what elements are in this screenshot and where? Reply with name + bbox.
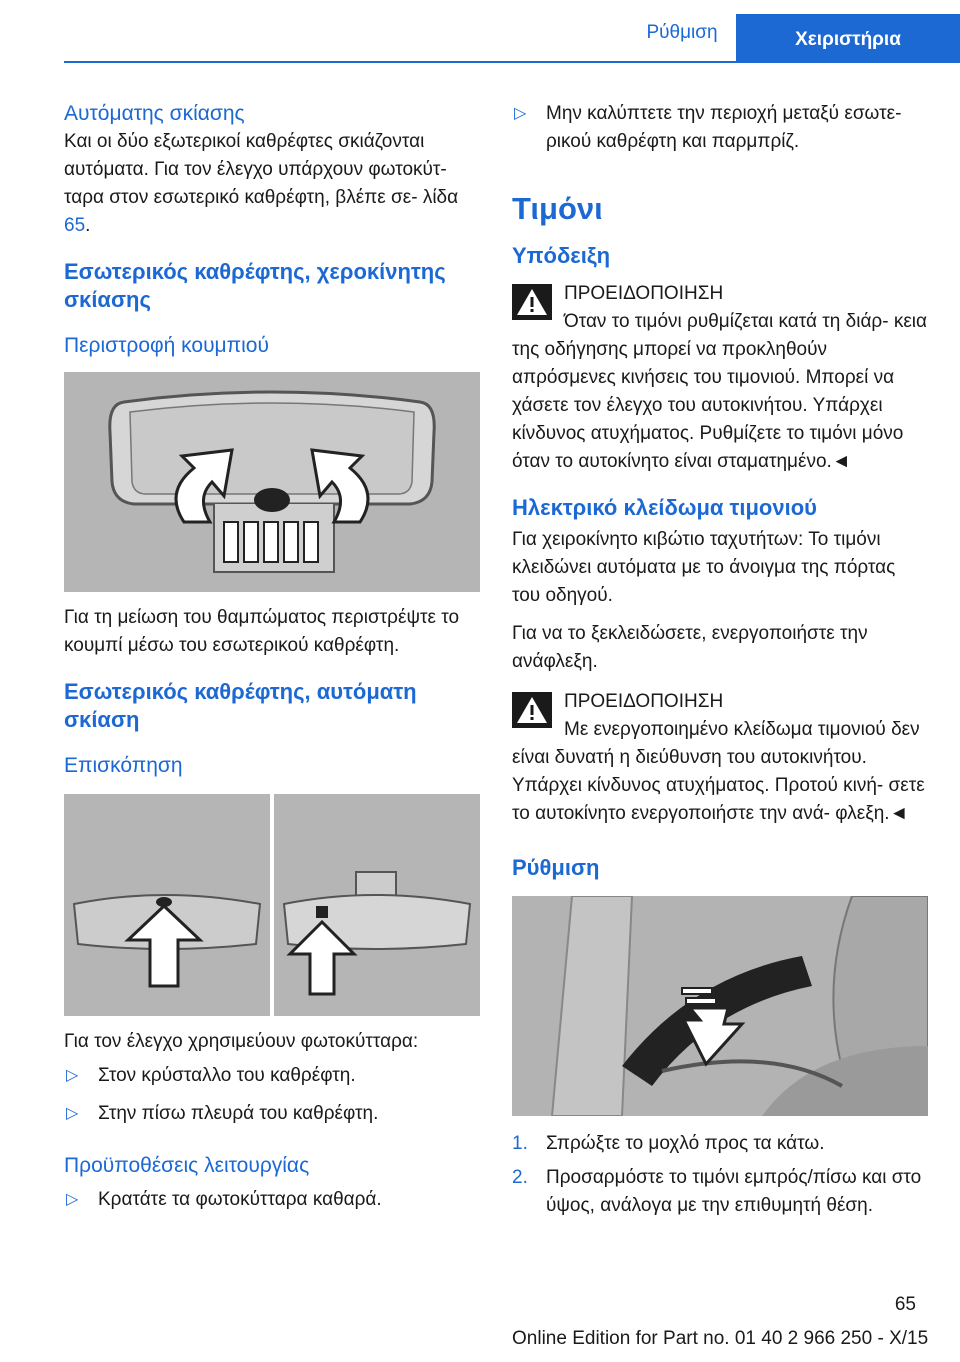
auto-mirror-heading: Εσωτερικός καθρέφτης, αυτόματη σκίαση — [64, 679, 417, 732]
step-1: 1. Σπρώξτε το μοχλό προς τα κάτω. — [512, 1133, 825, 1154]
warning-triangle-icon — [512, 284, 552, 320]
prerequisites-heading: Προϋποθέσεις λειτουργίας — [64, 1154, 310, 1177]
adjustment-heading: Ρύθμιση — [512, 855, 600, 880]
page-reference-link[interactable]: 65 — [64, 215, 86, 236]
header-rule — [64, 61, 960, 63]
warning-steering-lock — [512, 688, 928, 828]
photocell-rear-illustration — [274, 794, 480, 1016]
prerequisite-bullet-clean: ▷ Κρατάτε τα φωτοκύτταρα καθαρά. — [64, 1186, 484, 1214]
edition-text: Online Edition for Part no. 01 40 2 966 250 - X/15 — [512, 1328, 929, 1349]
overview-heading: Επισκόπηση — [64, 754, 183, 777]
mirror-front-drawing — [64, 794, 270, 1016]
note-heading: Υπόδειξη — [512, 243, 611, 268]
photocell-illustrations — [64, 794, 480, 1016]
warning-label: ΠΡΟΕΙΔΟΠΟΙΗΣΗ — [564, 283, 724, 304]
steering-lever-drawing — [512, 896, 928, 1116]
warning-text: Όταν το τιμόνι ρυθμίζεται κατά τη διάρ- κεια της οδήγησης μπορεί να προκληθούν απρόσμενες κινήσεις του τιμονιού. Μπορεί να χάσετε τον έλεγχο του αυτοκινήτου. Υπάρχει κίνδυνος ατυχήματος. Ρυθμίζετε το τιμόνι μόνο όταν το αυτοκίνητο είναι σταματημένο.◄ — [512, 311, 928, 472]
photocell-bullet-glass: ▷ Στον κρύσταλλο του καθρέφτη. — [64, 1062, 484, 1090]
page-number: 65 — [894, 1294, 916, 1315]
steering-lock-text: Για χειροκίνητο κιβώτιο ταχυτήτων: Το τιμόνι κλειδώνει αυτόματα με το άνοιγμα της πόρτας του οδηγού. — [512, 529, 896, 606]
warning-label: ΠΡΟΕΙΔΟΠΟΙΗΣΗ — [564, 691, 724, 712]
unlock-text: Για να το ξεκλειδώσετε, ενεργοποιήστε την ανάφλεξη. — [512, 623, 868, 672]
prerequisite-bullet-cover: ▷ Μην καλύπτετε την περιοχή μεταξύ εσωτε- ρικού καθρέφτη και παρμπρίζ. — [512, 100, 928, 156]
photocell-bullet-rear: ▷ Στην πίσω πλευρά του καθρέφτη. — [64, 1100, 484, 1128]
auto-dimming-text: Και οι δύο εξωτερικοί καθρέφτες σκιάζονται αυτόματα. Για τον έλεγχο υπάρχουν φωτοκύτ- ταρα στον εσωτερικό καθρέφτη, βλέπε σε- λίδα 65. — [64, 131, 459, 236]
bullet-triangle-icon: ▷ — [66, 1105, 79, 1122]
photocells-text: Για τον έλεγχο χρησιμεύουν φωτοκύτταρα: — [64, 1031, 419, 1052]
steering-lock-heading: Ηλεκτρικό κλείδωμα τιμονιού — [512, 495, 817, 520]
mirror-rear-drawing — [274, 794, 480, 1016]
knob-heading: Περιστροφή κουμπιού — [64, 334, 269, 357]
steering-wheel-heading: Τιμόνι — [512, 191, 603, 226]
auto-dimming-heading: Αυτόματης σκίασης — [64, 102, 245, 125]
bullet-triangle-icon: ▷ — [66, 1191, 79, 1208]
mirror-knob-drawing — [64, 372, 480, 592]
manual-mirror-heading: Εσωτερικός καθρέφτης, χεροκίνητης σκίασης — [64, 259, 446, 312]
right-column — [512, 100, 928, 1220]
steering-lever-illustration — [512, 896, 928, 1116]
photocell-front-illustration — [64, 794, 270, 1016]
header-tab-controls[interactable]: Χειριστήρια — [736, 14, 960, 62]
step-2: 2. Προσαρμόστε το τιμόνι εμπρός/πίσω και στο ύψος, ανάλογα με την επιθυμητή θέση. — [512, 1167, 922, 1216]
warning-text: Με ενεργοποιημένο κλείδωμα τιμονιού δεν είναι δυνατή η διεύθυνση του αυτοκινήτου. Υπάρχει κίνδυνος ατυχήματος. Προτού κινή- σετε το αυτοκίνητο ενεργοποιήστε την ανά- φλεξη.◄ — [512, 719, 925, 824]
left-column — [64, 100, 484, 1214]
bullet-triangle-icon: ▷ — [66, 1067, 79, 1084]
warning-adjust-while-driving — [512, 280, 928, 476]
warning-triangle-icon — [512, 692, 552, 728]
mirror-knob-illustration — [64, 372, 480, 592]
header-tab-setting[interactable]: Ρύθμιση — [646, 22, 718, 43]
knob-text: Για τη μείωση του θαμπώματος περιστρέψτε το κουμπί μέσω του εσωτερικού καθρέφτη. — [64, 607, 460, 656]
bullet-triangle-icon: ▷ — [514, 105, 527, 122]
